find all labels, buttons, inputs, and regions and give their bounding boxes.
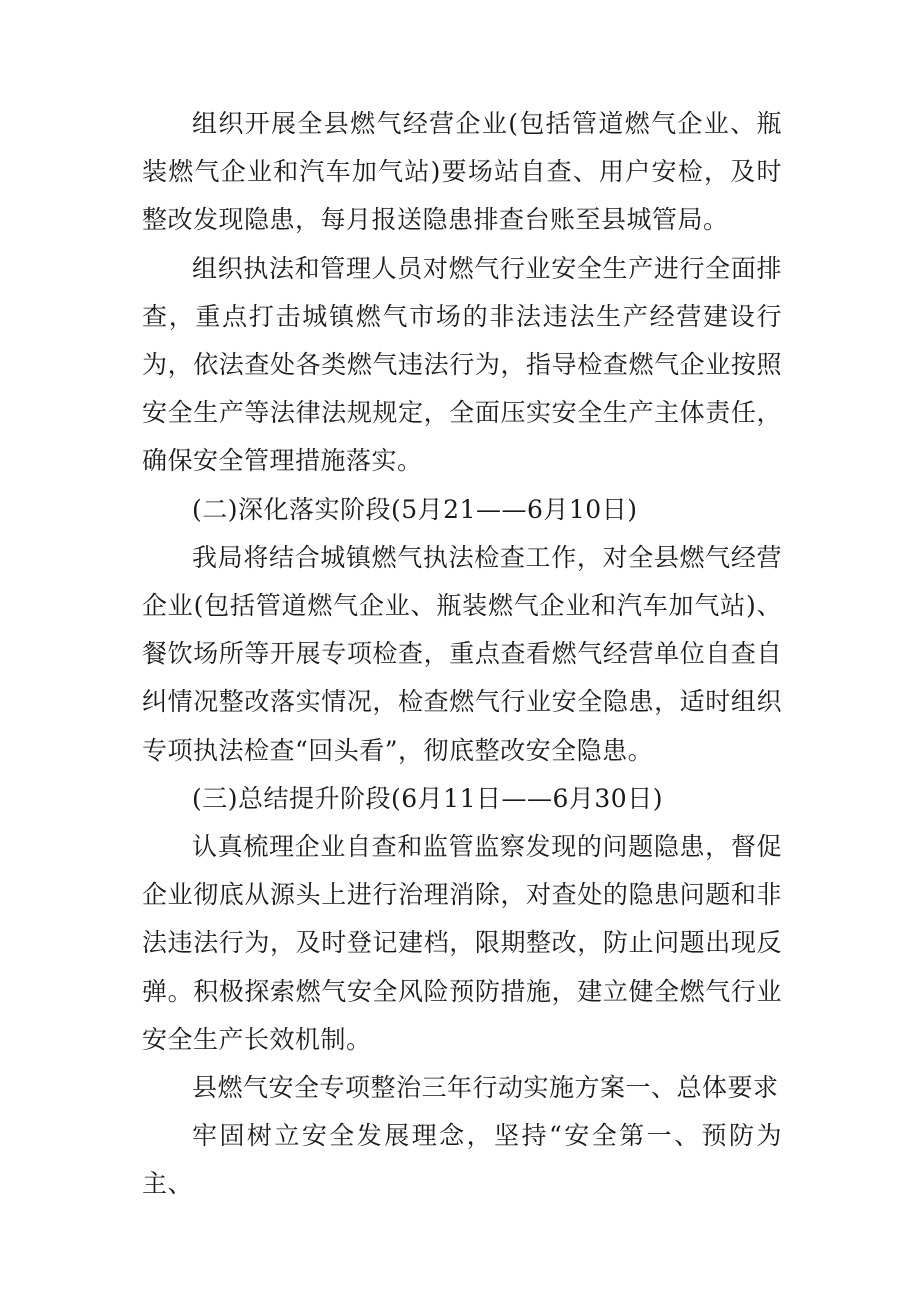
paragraph-principles: 牢固树立安全发展理念，坚持“安全第一、预防为主、	[142, 1121, 782, 1199]
document-page	[142, 100, 782, 1240]
section-heading-stage-3: (三)总结提升阶段(6月11日——6月30日)	[192, 783, 663, 813]
paragraph-plan-title: 县燃气安全专项整治三年行动实施方案一、总体要求	[192, 1073, 779, 1103]
paragraph-self-inspection: 组织开展全县燃气经营企业(包括管道燃气企业、瓶装燃气企业和汽车加气站)要场站自查、用户安检，及时整改发现隐患，每月报送隐患排查台账至县城管局。	[142, 109, 782, 235]
paragraph-summary: 认真梳理企业自查和监管监察发现的问题隐患，督促企业彻底从源头上进行治理消除，对查处的隐患问题和非法违法行为，及时登记建档，限期整改，防止问题出现反弹。积极探索燃气安全风险预防措施，建立健全燃气行业安全生产长效机制。	[142, 832, 782, 1054]
section-heading-stage-2: (二)深化落实阶段(5月21——6月10日)	[192, 494, 638, 524]
paragraph-law-enforcement: 组织执法和管理人员对燃气行业安全生产进行全面排查，重点打击城镇燃气市场的非法违法生产经营建设行为，依法查处各类燃气违法行为，指导检查燃气企业按照安全生产等法律法规规定，全面压实安全生产主体责任，确保安全管理措施落实。	[142, 253, 782, 476]
paragraph-special-inspection: 我局将结合城镇燃气执法检查工作，对全县燃气经营企业(包括管道燃气企业、瓶装燃气企业和汽车加气站)、餐饮场所等开展专项检查，重点查看燃气经营单位自查自纠情况整改落实情况，检查燃气行业安全隐患，适时组织专项执法检查“回头看”，彻底整改安全隐患。	[142, 542, 782, 765]
